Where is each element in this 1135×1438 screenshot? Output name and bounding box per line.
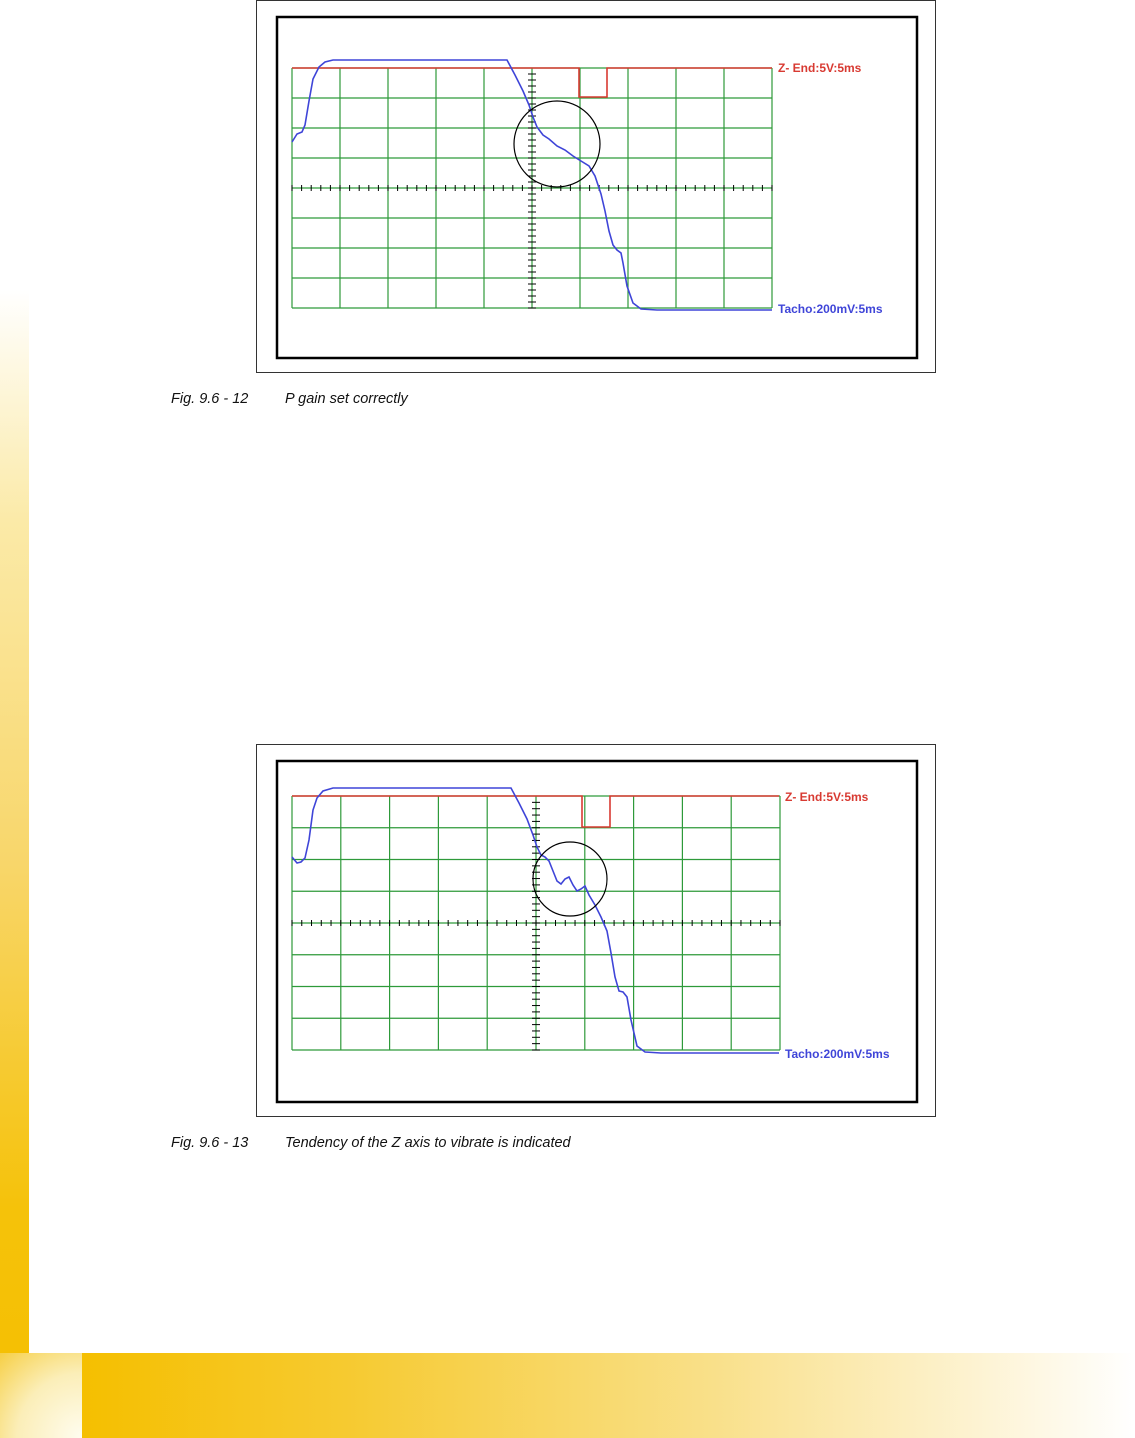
- oscilloscope-screen-1: [257, 1, 937, 374]
- bottom-decorative-band: [82, 1353, 1135, 1438]
- figure-frame-1: [256, 0, 936, 373]
- figure-caption-text: P gain set correctly: [285, 391, 408, 407]
- z-end-label: Z- End:5V:5ms: [785, 790, 869, 804]
- figure-frame-2: [256, 744, 936, 1117]
- figure-number: Fig. 9.6 - 13: [171, 1135, 249, 1151]
- bottom-corner-decoration: [0, 1353, 82, 1438]
- figure-caption-text: Tendency of the Z axis to vibrate is indicated: [285, 1135, 571, 1151]
- oscilloscope-screen-2: [257, 745, 937, 1118]
- side-decorative-band: [0, 290, 29, 1438]
- figure-caption-1: [171, 391, 408, 407]
- tacho-label: Tacho:200mV:5ms: [778, 302, 883, 316]
- figure-caption-2: [171, 1135, 571, 1151]
- figure-number: Fig. 9.6 - 12: [171, 391, 249, 407]
- tacho-label: Tacho:200mV:5ms: [785, 1047, 890, 1061]
- z-end-label: Z- End:5V:5ms: [778, 61, 862, 75]
